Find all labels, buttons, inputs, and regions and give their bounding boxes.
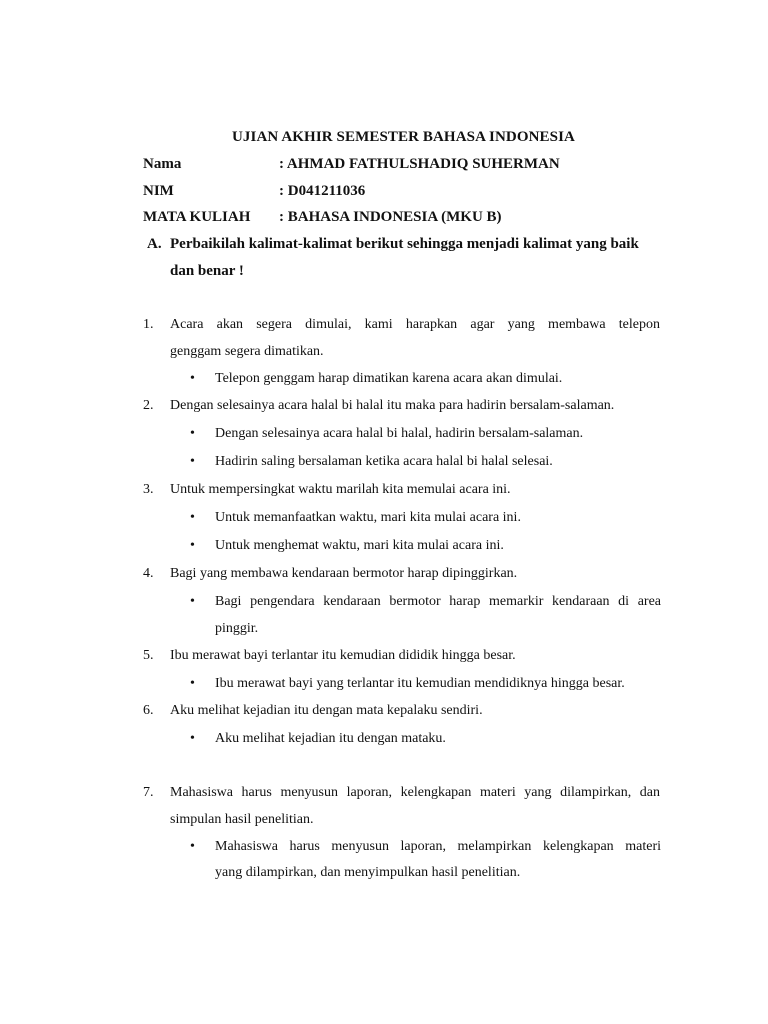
bullet-icon: •: [190, 731, 195, 746]
document-title: UJIAN AKHIR SEMESTER BAHASA INDONESIA: [232, 129, 575, 145]
info-label-mata-kuliah: MATA KULIAH: [143, 209, 251, 225]
item-number: 1.: [143, 317, 154, 332]
info-value-nim: : D041211036: [279, 183, 366, 199]
bullet-icon: •: [190, 454, 195, 469]
section-instruction-line-2: dan benar !: [170, 263, 244, 279]
item-text-line: genggam segera dimatikan.: [170, 344, 324, 359]
info-value-nama: : AHMAD FATHULSHADIQ SUHERMAN: [279, 156, 560, 172]
answer-line: Dengan selesainya acara halal bi halal, hadirin bersalam-salaman.: [215, 426, 584, 441]
item-number: 3.: [143, 482, 154, 497]
item-number: 5.: [143, 648, 154, 663]
bullet-icon: •: [190, 371, 195, 386]
answer-line: Hadirin saling bersalaman ketika acara halal bi halal selesai.: [215, 454, 553, 469]
answer-line: pinggir.: [215, 621, 259, 636]
section-instruction-line-1: Perbaikilah kalimat-kalimat berikut sehingga menjadi kalimat yang baik: [170, 236, 639, 252]
answer-line: Mahasiswa harus menyusun laporan, melampirkan kelengkapan materi: [215, 839, 661, 854]
info-label-nama: Nama: [143, 156, 182, 172]
info-value-mata-kuliah: : BAHASA INDONESIA (MKU B): [279, 209, 502, 225]
answer-line: Telepon genggam harap dimatikan karena acara akan dimulai.: [215, 371, 563, 386]
item-text-line: Aku melihat kejadian itu dengan mata kepalaku sendiri.: [170, 703, 483, 718]
item-text-line: Untuk mempersingkat waktu marilah kita memulai acara ini.: [170, 482, 511, 497]
item-number: 7.: [143, 785, 154, 800]
answer-line: yang dilampirkan, dan menyimpulkan hasil penelitian.: [215, 865, 521, 880]
bullet-icon: •: [190, 839, 195, 854]
answer-line: Aku melihat kejadian itu dengan mataku.: [215, 731, 446, 746]
answer-line: Untuk memanfaatkan waktu, mari kita mulai acara ini.: [215, 510, 521, 525]
item-text-line: Bagi yang membawa kendaraan bermotor harap dipinggirkan.: [170, 566, 518, 581]
answer-line: Ibu merawat bayi yang terlantar itu kemudian mendidiknya hingga besar.: [215, 676, 625, 691]
bullet-icon: •: [190, 426, 195, 441]
answer-line: Untuk menghemat waktu, mari kita mulai acara ini.: [215, 538, 504, 553]
section-marker: A.: [147, 236, 162, 252]
item-text-line: simpulan hasil penelitian.: [170, 812, 314, 827]
item-text-line: Acara akan segera dimulai, kami harapkan agar yang membawa telepon: [170, 317, 660, 332]
item-number: 4.: [143, 566, 154, 581]
item-text-line: Ibu merawat bayi terlantar itu kemudian dididik hingga besar.: [170, 648, 516, 663]
info-label-nim: NIM: [143, 183, 174, 199]
item-number: 2.: [143, 398, 154, 413]
bullet-icon: •: [190, 676, 195, 691]
item-text-line: Mahasiswa harus menyusun laporan, kelengkapan materi yang dilampirkan, dan: [170, 785, 660, 800]
bullet-icon: •: [190, 538, 195, 553]
bullet-icon: •: [190, 510, 195, 525]
bullet-icon: •: [190, 594, 195, 609]
answer-line: Bagi pengendara kendaraan bermotor harap memarkir kendaraan di area: [215, 594, 661, 609]
item-text-line: Dengan selesainya acara halal bi halal itu maka para hadirin bersalam-salaman.: [170, 398, 615, 413]
item-number: 6.: [143, 703, 154, 718]
